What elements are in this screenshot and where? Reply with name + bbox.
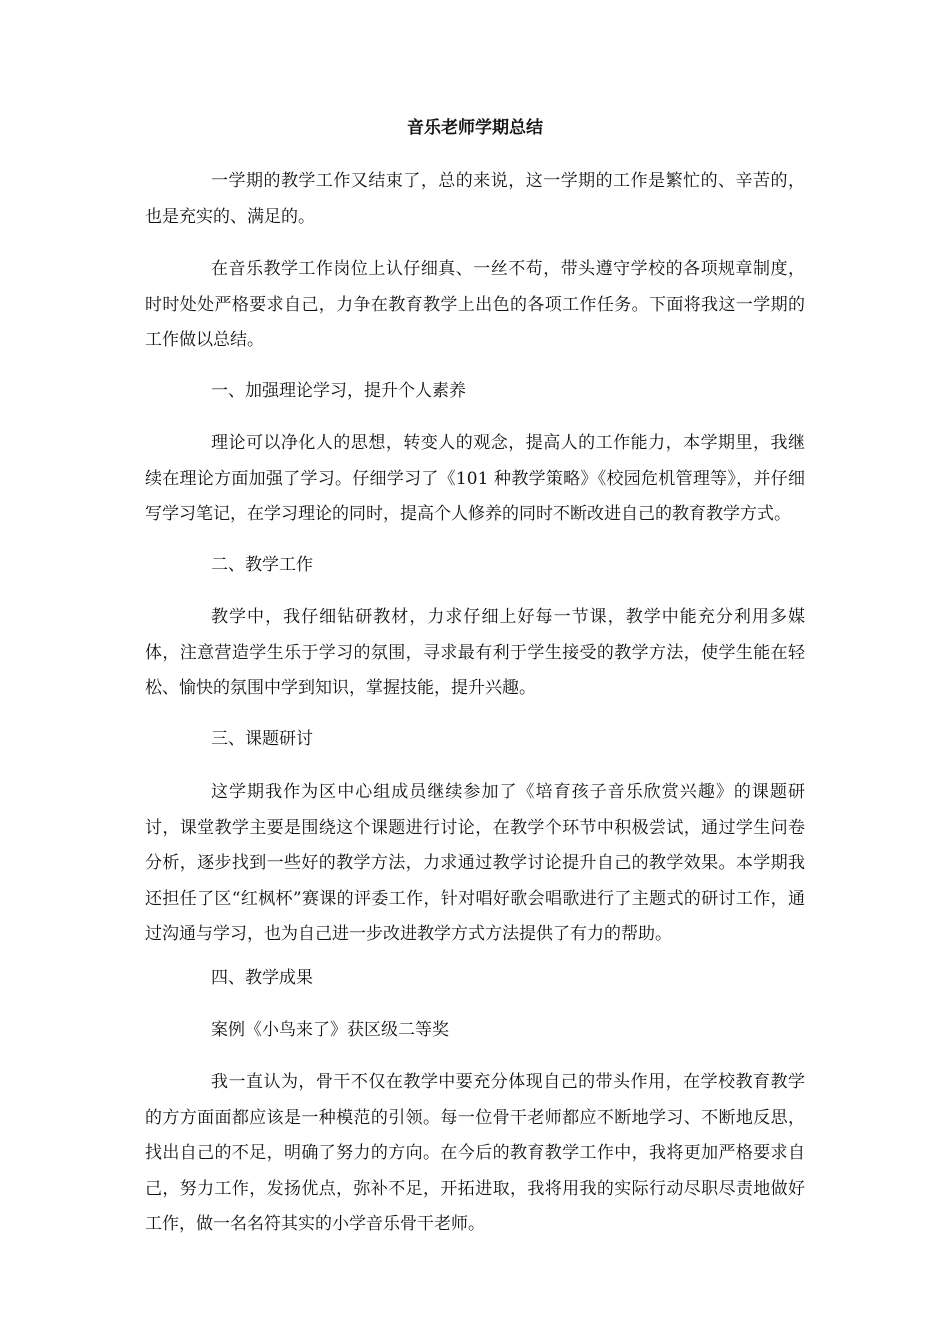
- paragraph-teaching: 教学中，我仔细钻研教材，力求仔细上好每一节课，教学中能充分利用多媒体，注意营造学生乐于学习的氛围，寻求最有利于学生接受的教学方法，使学生能在轻松、愉快的氛围中学到知识，掌握技能，提升兴趣。: [145, 607, 805, 698]
- paragraph-research: 这学期我作为区中心组成员继续参加了《培育孩子音乐欣赏兴趣》的课题研讨，课堂教学主要是围绕这个课题进行讨论，在教学个环节中积极尝试，通过学生问卷分析，逐步找到一些好的教学方法，力求通过教学讨论提升自己的教学效果。本学期我还担任了区“红枫杯”赛课的评委工作，针对唱好歌会唱歌进行了主题式的研讨工作，通过沟通与学习，也为自己进一步改进教学方式方法提供了有力的帮助。: [145, 782, 805, 944]
- section-heading-research: 三、课题研讨: [211, 729, 313, 749]
- section-heading-theory: 一、加强理论学习，提升个人素养: [211, 381, 466, 401]
- paragraph-intro: 一学期的教学工作又结束了，总的来说，这一学期的工作是繁忙的、辛苦的，也是充实的、满足的。: [145, 171, 805, 227]
- paragraph-award: 案例《小鸟来了》获区级二等奖: [211, 1020, 449, 1040]
- section-heading-teaching: 二、教学工作: [211, 555, 313, 575]
- paragraph-overview: 在音乐教学工作岗位上认仔细真、一丝不苟，带头遵守学校的各项规章制度，时时处处严格要求自己，力争在教育教学上出色的各项工作任务。下面将我这一学期的工作做以总结。: [145, 259, 805, 350]
- section-heading-results: 四、教学成果: [211, 968, 313, 988]
- document-title: 音乐老师学期总结: [407, 118, 543, 138]
- paragraph-theory: 理论可以净化人的思想，转变人的观念，提高人的工作能力，本学期里，我继续在理论方面加强了学习。仔细学习了《101 种教学策略》《校园危机管理等》，并仔细写学习笔记，在学习理论的同时，提高个人修养的同时不断改进自己的教育教学方式。: [145, 433, 805, 524]
- paragraph-conclusion: 我一直认为，骨干不仅在教学中要充分体现自己的带头作用，在学校教育教学的方方面面都应该是一种模范的引领。每一位骨干老师都应不断地学习、不断地反思，找出自己的不足，明确了努力的方向。在今后的教育教学工作中，我将更加严格要求自己，努力工作，发扬优点，弥补不足，开拓进取，我将用我的实际行动尽职尽责地做好工作，做一名名符其实的小学音乐骨干老师。: [145, 1072, 805, 1234]
